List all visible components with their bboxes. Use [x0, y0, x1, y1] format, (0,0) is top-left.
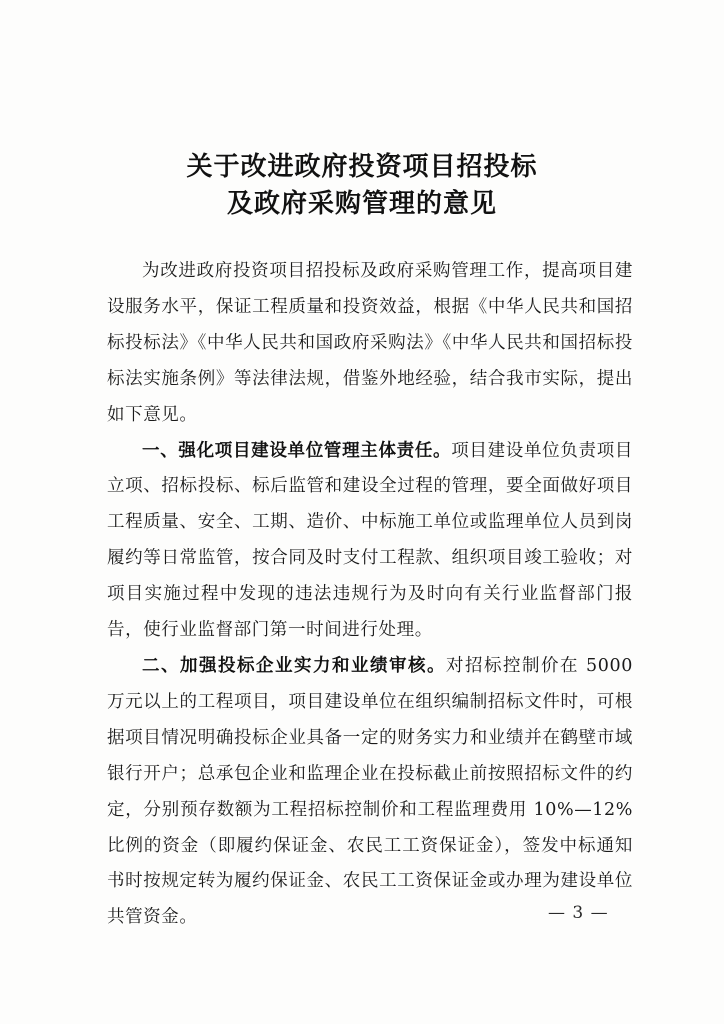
- document-title-line-1: 关于改进政府投资项目招投标: [186, 152, 538, 182]
- paragraph-text: 对招标控制价在 5000 万元以上的工程项目，项目建设单位在组织编制招标文件时，可根据项目情况明确投标企业具备一定的财务实力和业绩并在鹤壁市域银行开户；总承包企业和监理企业在投标截止前按照招标文件的约定，分别预存数额为工程招标控制价和工程监理费用 10%—12%比例的资金（即履约保证金、农民工工资保证金），签发中标通知书时按规定转为履约保证金、农民工工资保证金或办理为建设单位共管资金。: [107, 655, 633, 928]
- section-2-heading: 二、加强投标企业实力和业绩审核。: [142, 655, 446, 676]
- page-number: — 3 —: [548, 903, 609, 923]
- document-title-line-2: 及政府采购管理的意见: [226, 189, 497, 219]
- paragraph-text: 为改进政府投资项目招投标及政府采购管理工作，提高项目建设服务水平，保证工程质量和投资效益，根据《中华人民共和国招标投标法》《中华人民共和国政府采购法》《中华人民共和国招标投标法实施条例》等法律法规，借鉴外地经验，结合我市实际，提出如下意见。: [107, 261, 633, 425]
- paragraph-section-2: [107, 649, 633, 936]
- section-1-heading: 一、强化项目建设单位管理主体责任。: [142, 440, 452, 461]
- paragraph-section-1: [107, 434, 633, 649]
- paragraph-intro: [107, 254, 633, 434]
- document-body: [107, 254, 633, 936]
- paragraph-text: 项目建设单位负责项目立项、招标投标、标后监管和建设全过程的管理，要全面做好项目工程质量、安全、工期、造价、中标施工单位或监理单位人员到岗履约等日常监管，按合同及时支付工程款、组织项目竣工验收；对项目实施过程中发现的违法违规行为及时向有关行业监督部门报告，使行业监督部门第一时间进行处理。: [107, 440, 633, 641]
